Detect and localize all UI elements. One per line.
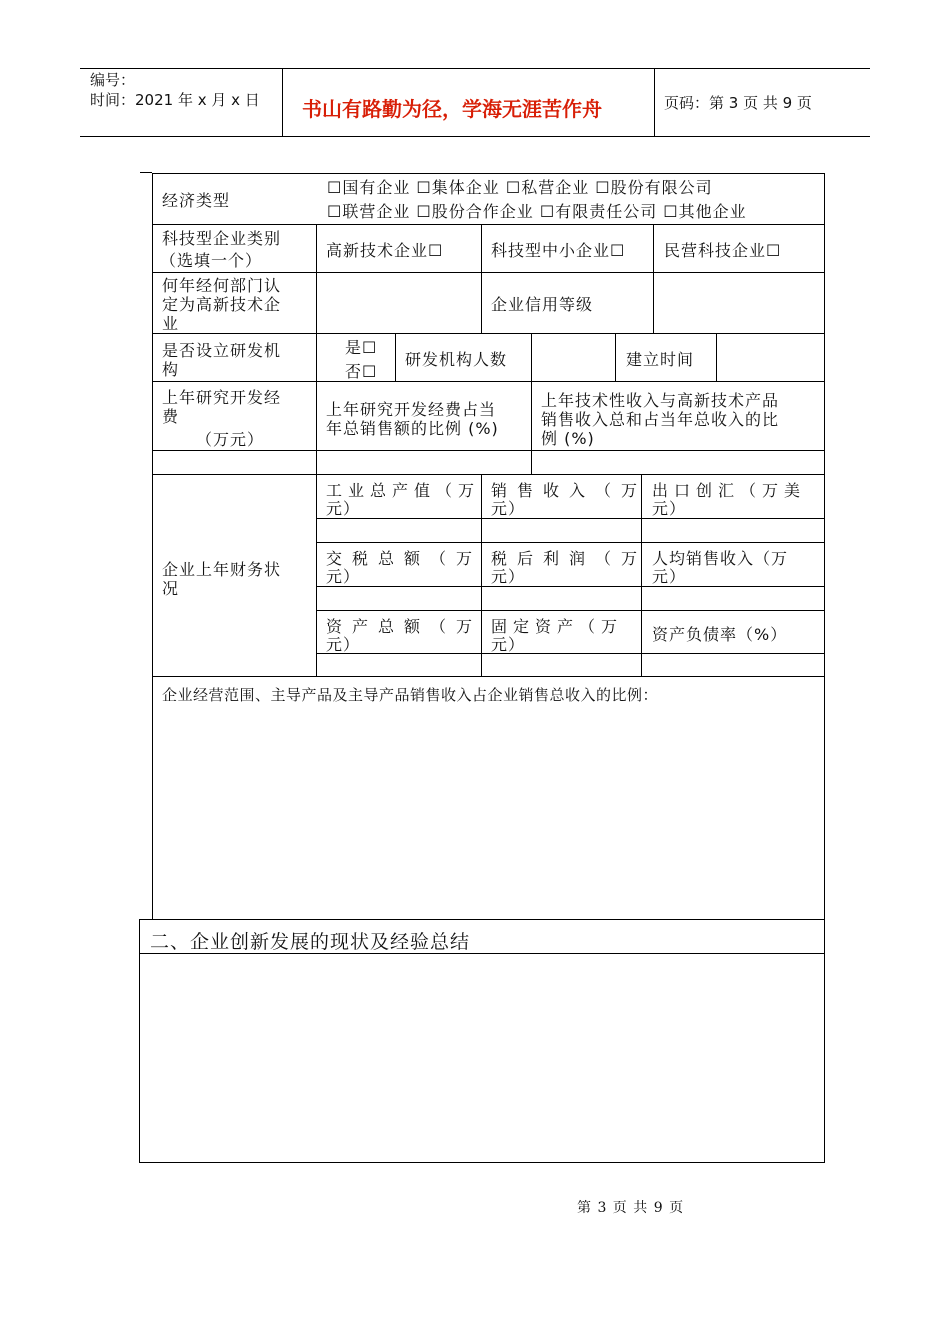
finance-label-line1: 企业上年财务状 [162, 560, 282, 579]
fin-tax-unit: 元） [326, 567, 361, 586]
doc-number-label: 编号： [90, 71, 136, 89]
tech-income-label-line3: 例 (%) [541, 429, 595, 448]
rd-institution-label-line2: 构 [162, 360, 180, 379]
rd-no-checkbox[interactable]: 否☐ [345, 362, 378, 381]
rd-fund-label-line1: 上年研究开发经 [162, 388, 282, 407]
rd-staff-input-cell[interactable] [532, 334, 615, 381]
rd-ratio-label-line2: 年总销售额的比例 (%) [326, 419, 499, 438]
fin-total-assets-label: 资产总额（万 [326, 617, 483, 636]
fin-export-label: 出口创汇（万美 [652, 481, 807, 500]
header-page-label: 页码：第 3 页 共 9 页 [664, 94, 812, 112]
fin-profit-label: 税后利润（万 [491, 549, 648, 568]
econ-type-label: 经济类型 [162, 191, 231, 210]
section2-input-area[interactable] [140, 954, 824, 1162]
fin-profit-unit: 元） [491, 567, 526, 586]
tech-option-private[interactable]: 民营科技企业☐ [664, 241, 782, 260]
fin-debt-ratio-input[interactable] [642, 654, 824, 676]
fin-sales-income-input[interactable] [482, 519, 641, 542]
fin-industrial-output-input[interactable] [317, 519, 481, 542]
fin-total-assets-unit: 元） [326, 635, 361, 654]
cert-label-line1: 何年经何部门认 [162, 276, 282, 295]
fin-export-input[interactable] [642, 519, 824, 542]
rd-fund-label-unit: （万元） [196, 430, 265, 449]
business-scope-label: 企业经营范围、主导产品及主导产品销售收入占企业销售总收入的比例： [162, 686, 659, 704]
fin-sales-income-label: 销售收入（万 [491, 481, 648, 500]
fin-tax-input[interactable] [317, 587, 481, 610]
fin-total-assets-input[interactable] [317, 654, 481, 676]
fin-export-unit: 元） [652, 499, 687, 518]
rd-institution-label-line1: 是否设立研发机 [162, 341, 282, 360]
rd-ratio-input-cell[interactable] [317, 451, 531, 474]
credit-rating-input-cell[interactable] [654, 273, 824, 333]
cert-input-cell[interactable] [317, 273, 481, 333]
fin-industrial-output-label: 工业总产值（万 [326, 481, 481, 500]
cert-label-line3: 业 [162, 314, 180, 333]
finance-label-line2: 况 [162, 579, 180, 598]
tech-income-input-cell[interactable] [532, 451, 824, 474]
rd-staff-label: 研发机构人数 [405, 350, 508, 369]
fin-per-capita-unit: 元） [652, 567, 687, 586]
fin-fixed-assets-unit: 元） [491, 635, 526, 654]
tech-category-label: 科技型企业类别 [162, 229, 282, 248]
tech-category-hint: （选填一个） [160, 251, 263, 270]
fin-per-capita-input[interactable] [642, 587, 824, 610]
fin-profit-input[interactable] [482, 587, 641, 610]
tech-income-label-line1: 上年技术性收入与高新技术产品 [541, 391, 780, 410]
fin-tax-label: 交税总额（万 [326, 549, 483, 568]
page-footer: 第 3 页 共 9 页 [577, 1200, 685, 1216]
rd-fund-label-line2: 费 [162, 407, 180, 426]
fin-fixed-assets-label: 固定资产（万 [491, 617, 624, 636]
econ-type-options-row1[interactable]: ☐国有企业 ☐集体企业 ☐私营企业 ☐股份有限公司 [327, 178, 713, 197]
rd-establish-time-label: 建立时间 [626, 350, 695, 369]
fin-debt-ratio-label: 资产负债率（%） [652, 625, 788, 644]
credit-rating-label: 企业信用等级 [491, 295, 594, 314]
rd-yes-checkbox[interactable]: 是☐ [345, 338, 378, 357]
rd-fund-input-cell[interactable] [153, 451, 316, 474]
econ-type-options-row2[interactable]: ☐联营企业 ☐股份合作企业 ☐有限责任公司 ☐其他企业 [327, 202, 747, 221]
tech-income-label-line2: 销售收入总和占当年总收入的比 [541, 410, 780, 429]
fin-sales-income-unit: 元） [491, 499, 526, 518]
rd-ratio-label-line1: 上年研究开发经费占当 [326, 400, 497, 419]
fin-per-capita-label: 人均销售收入（万 [652, 549, 789, 568]
fin-fixed-assets-input[interactable] [482, 654, 641, 676]
header-motto: 书山有路勤为径，学海无涯苦作舟 [302, 97, 602, 121]
fin-industrial-output-unit: 元） [326, 499, 361, 518]
tech-option-high-tech[interactable]: 高新技术企业☐ [326, 241, 444, 260]
cert-label-line2: 定为高新技术企 [162, 295, 282, 314]
tech-option-sme[interactable]: 科技型中小企业☐ [491, 241, 626, 260]
business-scope-input-area[interactable] [153, 708, 824, 918]
rd-establish-time-input-cell[interactable] [717, 334, 824, 381]
doc-time-label: 时间：2021 年 x 月 x 日 [90, 91, 260, 109]
section2-title: 二、企业创新发展的现状及经验总结 [150, 931, 471, 953]
